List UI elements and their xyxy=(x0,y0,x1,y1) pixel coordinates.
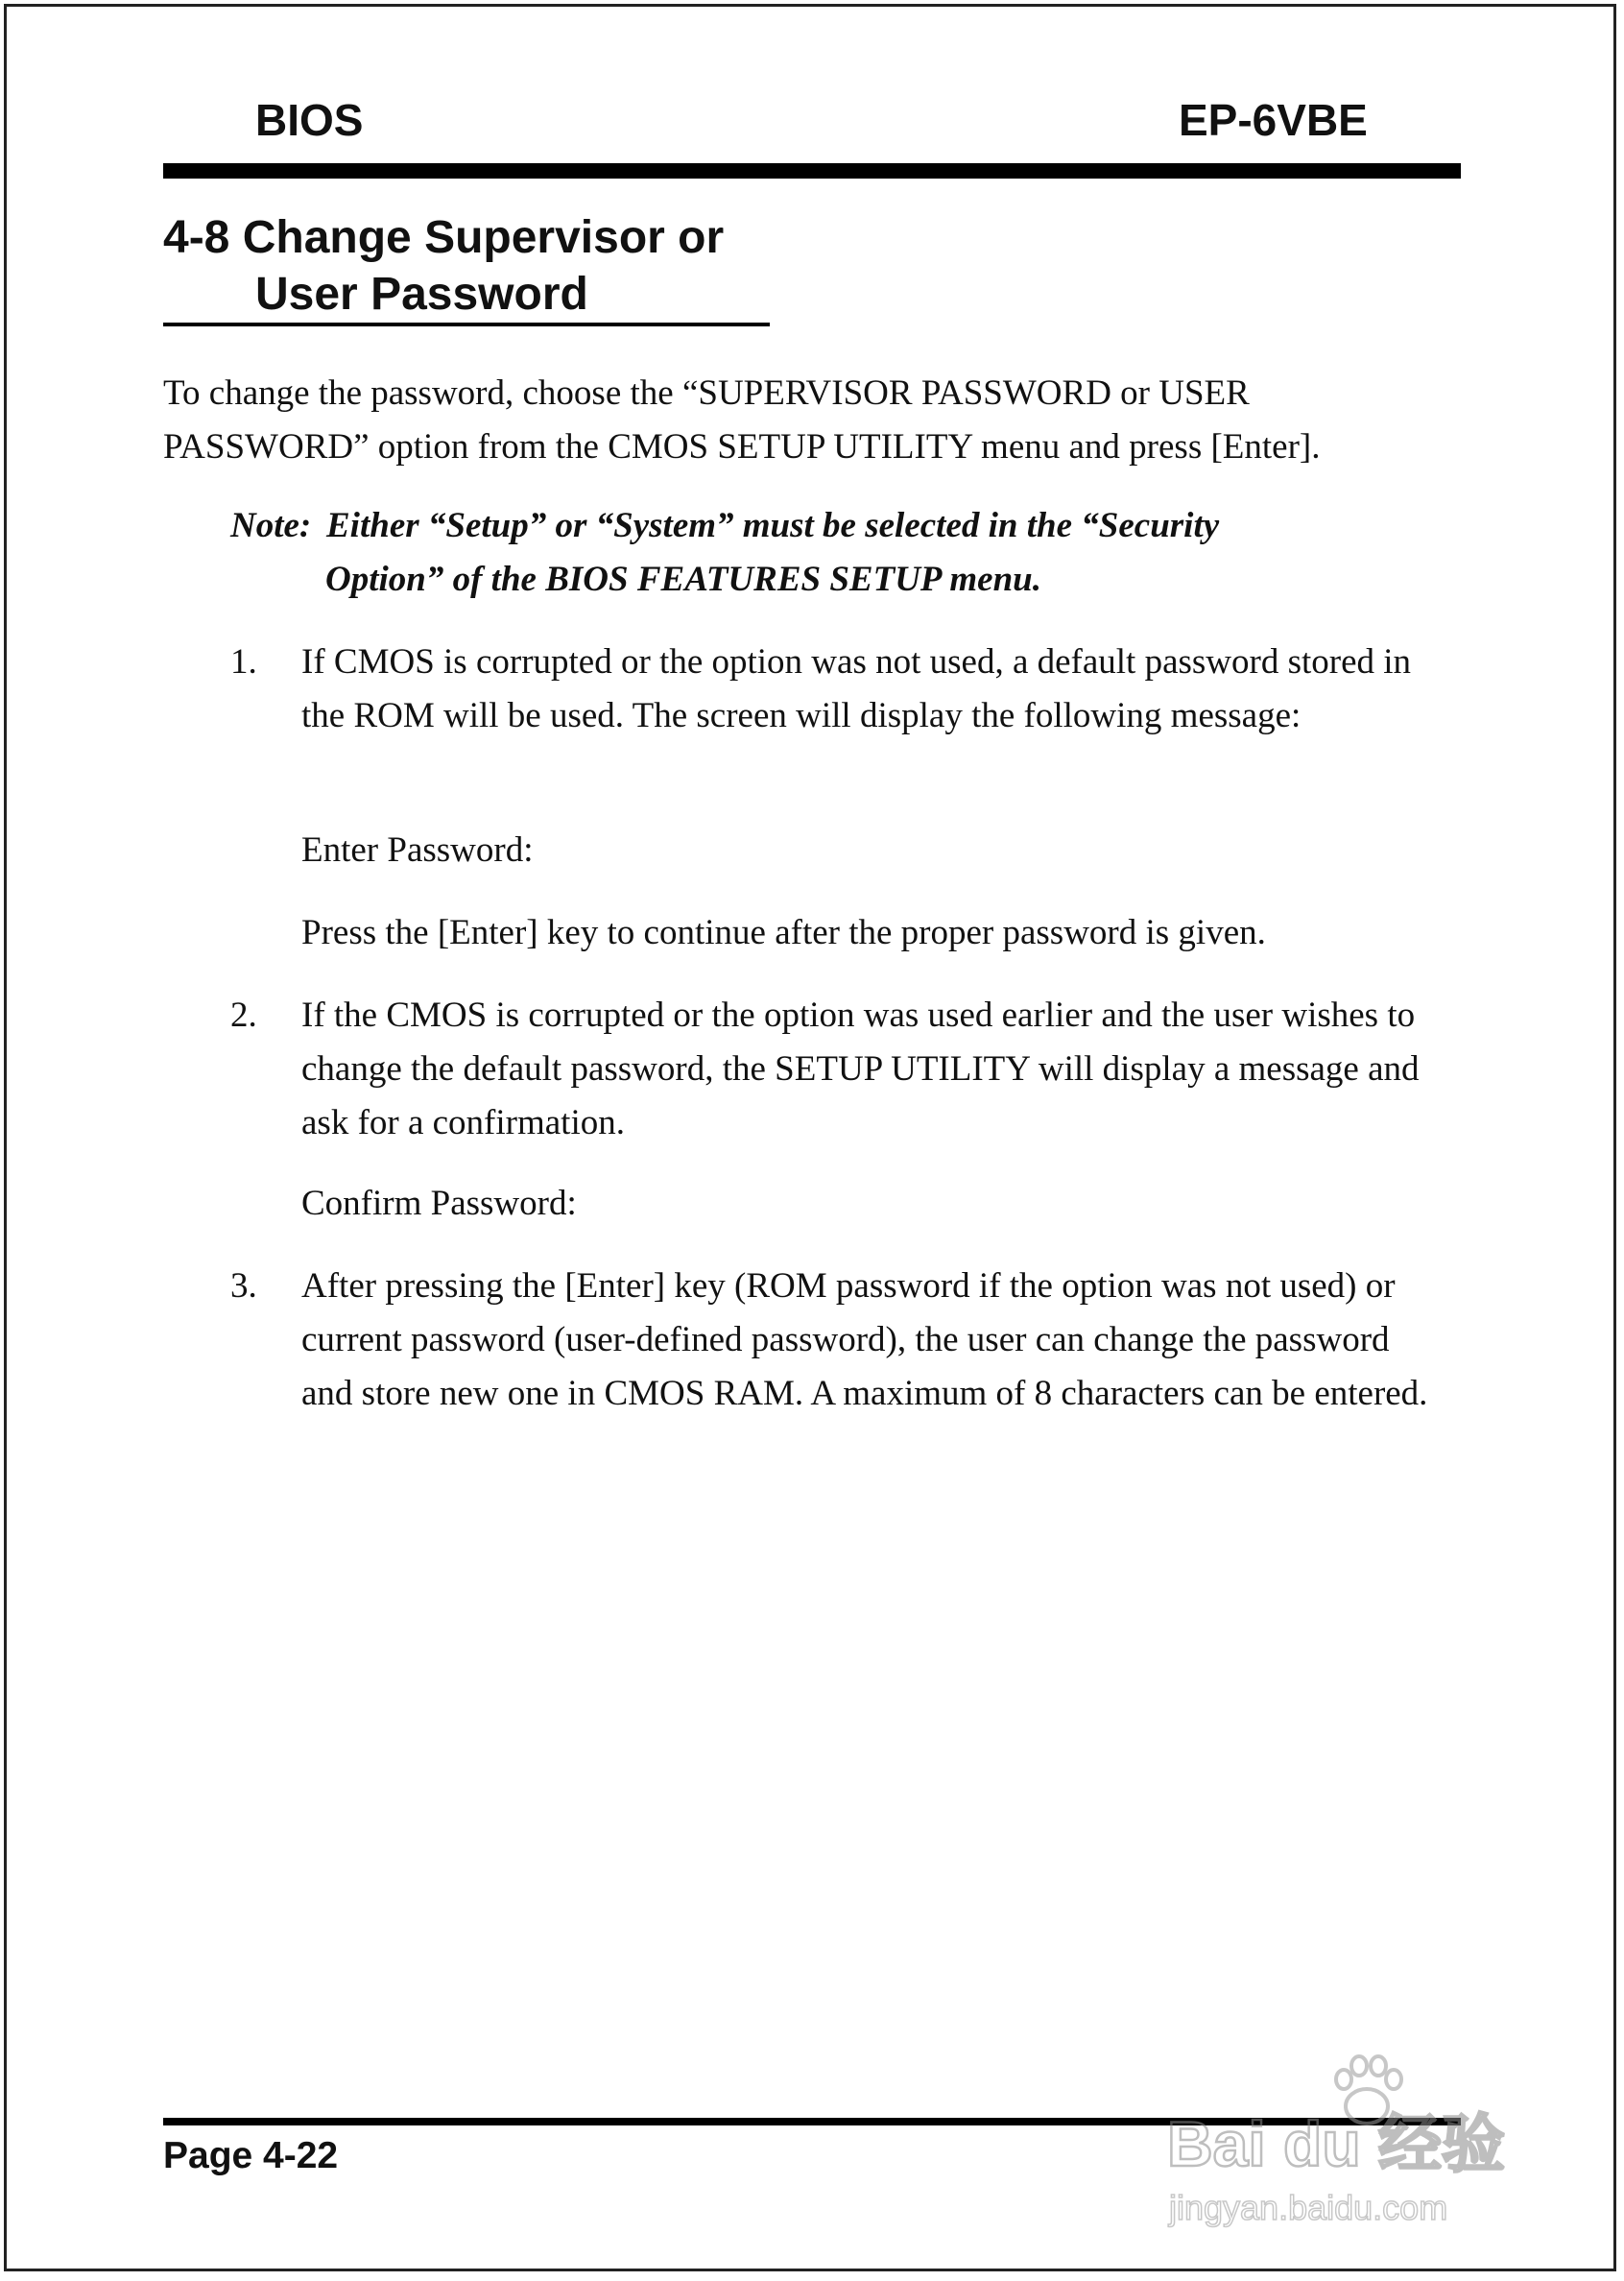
list-item-number: 3. xyxy=(230,1266,257,1306)
list-item-number: 1. xyxy=(230,642,257,682)
page-number: Page 4-22 xyxy=(163,2135,339,2176)
list-item-text: After pressing the [Enter] key (ROM password if the option was not used) or current password (user-defined password), the user can change the password and store new one in CMOS RAM. A maximum of 8 characters can be entered. xyxy=(301,1266,1428,1413)
note-block xyxy=(230,499,1430,607)
section-title-line1: 4-8 Change Supervisor or xyxy=(163,212,725,263)
title-underline xyxy=(163,323,770,326)
header-model-name: EP-6VBE xyxy=(1179,95,1368,145)
intro-paragraph: To change the password, choose the “SUPERVISOR PASSWORD or USER PASSWORD” option from the CMOS SETUP UTILITY menu and press [Enter]. xyxy=(163,373,1321,467)
header-left-title: BIOS xyxy=(255,95,364,145)
note-label: Note: xyxy=(230,506,312,545)
section-title-line2: User Password xyxy=(255,269,588,320)
note-line1: Either “Setup” or “System” must be selected in the “Security xyxy=(326,506,1220,545)
list-item-subline: Press the [Enter] key to continue after the proper password is given. xyxy=(301,913,1266,952)
note-line2: Option” of the BIOS FEATURES SETUP menu. xyxy=(325,560,1041,599)
list-item-text: If CMOS is corrupted or the option was not used, a default password stored in the ROM will be used. The screen will display the following message: xyxy=(301,642,1412,735)
watermark-brand: Bai du 经验 xyxy=(1167,2108,1506,2179)
list-item-subline: Enter Password: xyxy=(301,830,534,870)
watermark-url: jingyan.baidu.com xyxy=(1169,2188,1448,2227)
list-item-subline: Confirm Password: xyxy=(301,1184,577,1223)
header-rule xyxy=(163,163,1461,179)
list-item-number: 2. xyxy=(230,996,257,1035)
section-title xyxy=(163,209,724,323)
baidu-watermark xyxy=(1148,2031,1532,2233)
list-item-text: If the CMOS is corrupted or the option was used earlier and the user wishes to change the default password, the SETUP UTILITY will display a message and ask for a confirmation. xyxy=(301,996,1420,1142)
